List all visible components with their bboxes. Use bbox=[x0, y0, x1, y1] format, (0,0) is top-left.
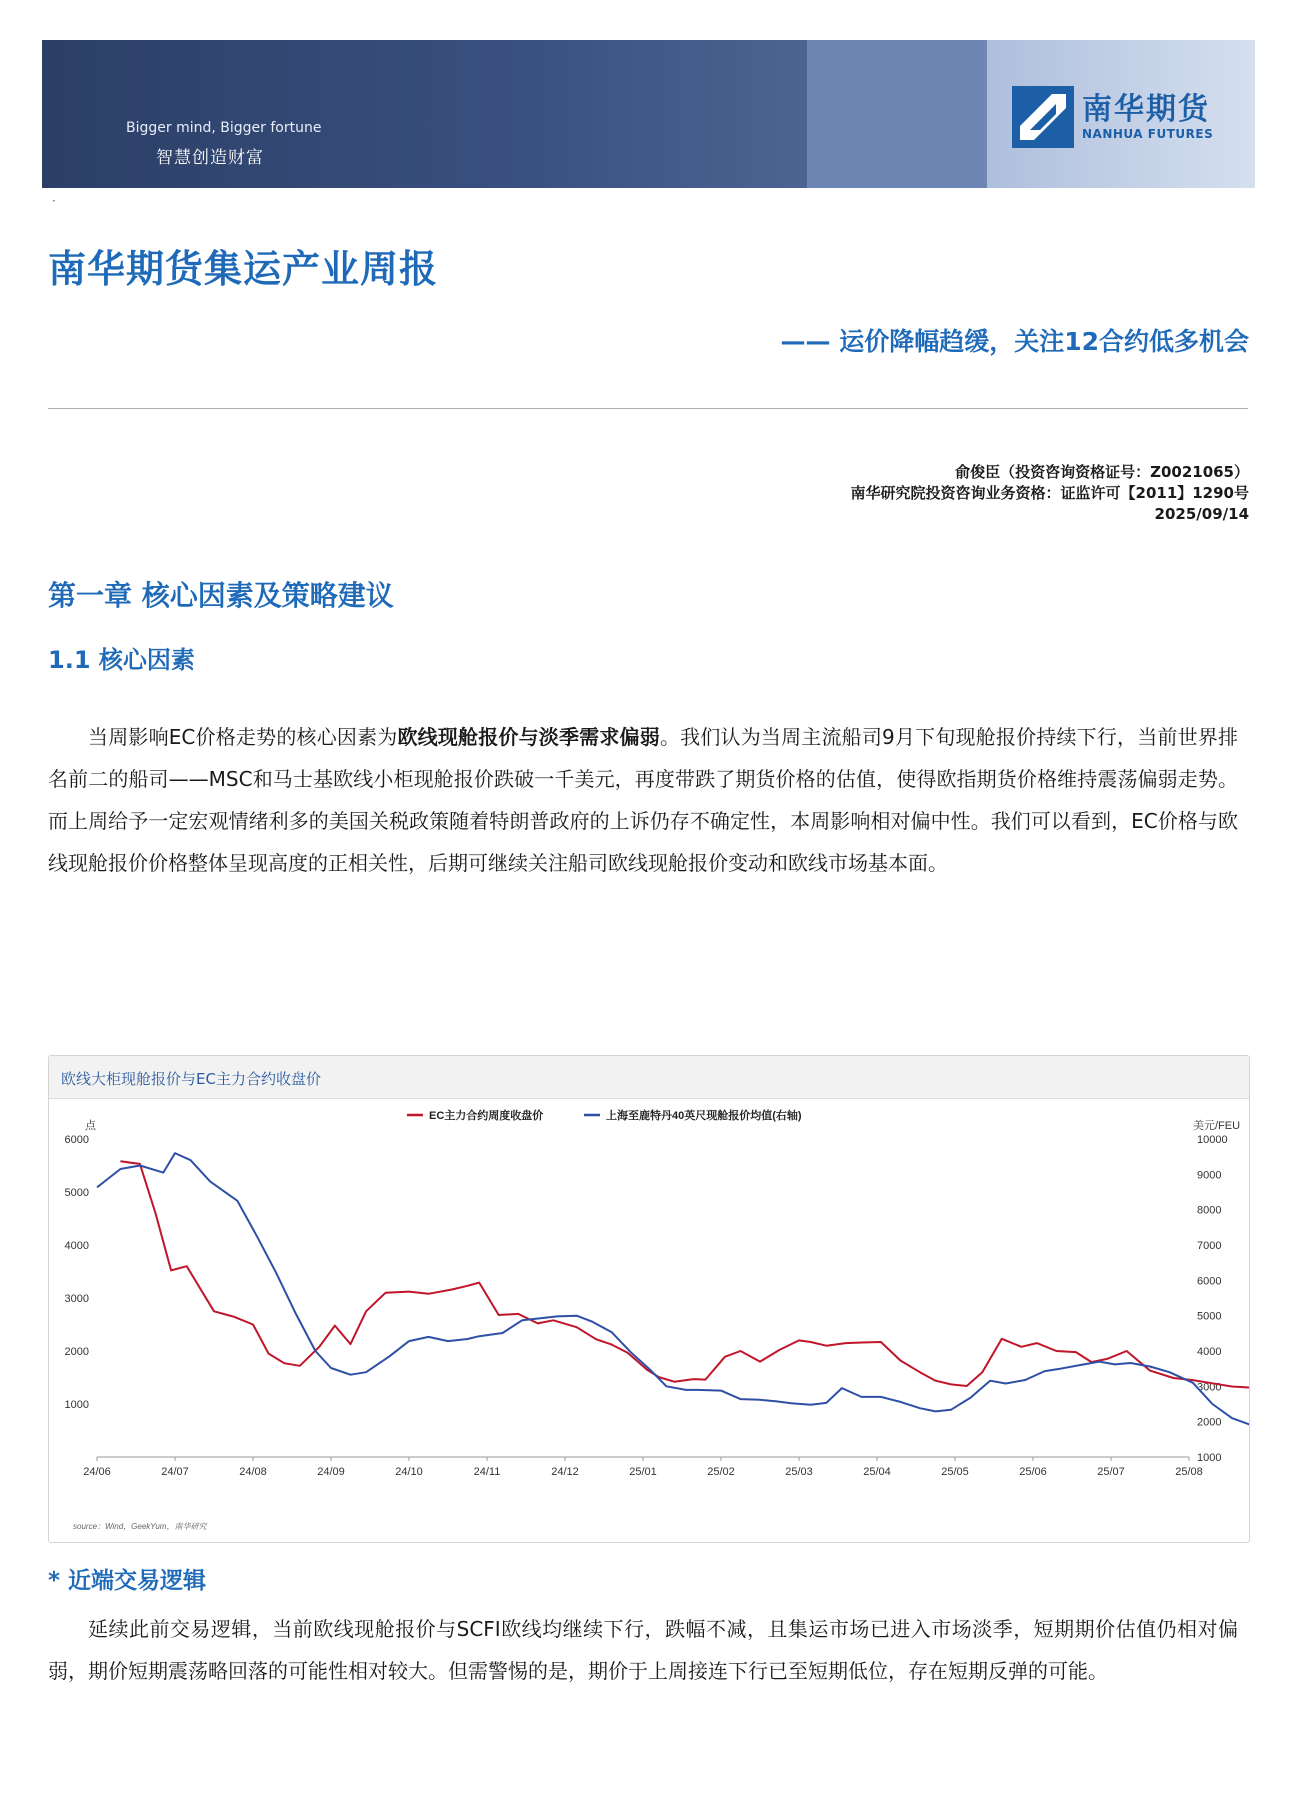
nanhua-logo-icon bbox=[1012, 86, 1074, 148]
para-text-b: 。我们认为当周主流船司9月下旬现舱报价持续下行，当前世界排名前二的船司——MSC和马士基欧线小柜现舱报价跌破一千美元，再度带跌了期货价格的估值，使得欧指期货价格维持震荡偏弱走势。而上周给予一定宏观情绪利多的美国关税政策随着特朗普政府的上诉仍存不确定性，本周影响相对偏中性。我们可以看到，EC价格与欧线现舱报价价格整体呈现高度的正相关性，后期可继续关注船司欧线现舱报价变动和欧线市场基本面。 bbox=[48, 725, 1239, 875]
x-tick-label: 24/08 bbox=[239, 1466, 267, 1478]
chart-container bbox=[48, 1055, 1250, 1543]
x-tick-label: 24/12 bbox=[551, 1466, 579, 1478]
y-right-tick-label: 10000 bbox=[1197, 1134, 1228, 1146]
y-left-tick-label: 5000 bbox=[64, 1187, 89, 1199]
series-line-1 bbox=[120, 1161, 1249, 1389]
x-tick-label: 25/02 bbox=[707, 1466, 735, 1478]
x-tick-label: 25/01 bbox=[629, 1466, 657, 1478]
author-block bbox=[851, 462, 1250, 525]
near-term-heading: * 近端交易逻辑 bbox=[48, 1568, 207, 1594]
x-tick-label: 24/11 bbox=[473, 1466, 501, 1478]
logo-english-name: NANHUA FUTURES bbox=[1082, 127, 1214, 141]
stray-dot: · bbox=[52, 194, 56, 208]
chapter-heading: 第一章 核心因素及策略建议 bbox=[48, 579, 394, 612]
slogan-chinese: 智慧创造财富 bbox=[156, 148, 264, 168]
core-factors-paragraph bbox=[48, 716, 1238, 884]
para-bold-text: 欧线现舱报价与淡季需求偏弱 bbox=[397, 725, 660, 749]
y-right-tick-label: 6000 bbox=[1197, 1275, 1222, 1288]
header-banner bbox=[42, 40, 1255, 188]
x-tick-label: 25/08 bbox=[1175, 1466, 1203, 1478]
y-right-tick-label: 1000 bbox=[1197, 1452, 1222, 1464]
x-tick-label: 25/04 bbox=[863, 1466, 891, 1478]
legend-label-1: EC主力合约周度收盘价 bbox=[429, 1110, 544, 1122]
x-tick-label: 25/06 bbox=[1019, 1466, 1047, 1478]
y-right-unit: 美元/FEU bbox=[1193, 1120, 1241, 1132]
chart-title: 欧线大柜现舱报价与EC主力合约收盘价 bbox=[61, 1070, 321, 1088]
y-left-tick-label: 1000 bbox=[64, 1399, 89, 1411]
y-left-tick-label: 2000 bbox=[64, 1346, 89, 1358]
company-logo bbox=[1012, 86, 1213, 148]
author-line: 俞俊臣（投资咨询资格证号：Z0021065） bbox=[955, 463, 1249, 481]
section-heading: 1.1 核心因素 bbox=[48, 646, 195, 674]
y-right-tick-label: 9000 bbox=[1197, 1169, 1222, 1182]
y-right-tick-label: 8000 bbox=[1197, 1204, 1222, 1217]
report-date: 2025/09/14 bbox=[1154, 505, 1249, 523]
logo-chinese-name: 南华期货 bbox=[1082, 92, 1210, 127]
y-left-tick-label: 4000 bbox=[64, 1240, 89, 1252]
y-left-unit: 点 bbox=[85, 1120, 96, 1132]
x-tick-label: 24/07 bbox=[161, 1466, 189, 1478]
report-subtitle: —— 运价降幅趋缓，关注12合约低多机会 bbox=[780, 327, 1249, 356]
x-tick-label: 25/05 bbox=[941, 1466, 969, 1478]
x-tick-label: 24/09 bbox=[317, 1466, 345, 1478]
chart-header bbox=[49, 1056, 1249, 1099]
license-line: 南华研究院投资咨询业务资格：证监许可【2011】1290号 bbox=[850, 484, 1249, 502]
x-tick-label: 24/06 bbox=[83, 1466, 111, 1478]
para-text-a: 当周影响EC价格走势的核心因素为 bbox=[88, 725, 398, 749]
y-left-tick-label: 6000 bbox=[64, 1134, 89, 1146]
y-right-tick-label: 7000 bbox=[1197, 1240, 1222, 1252]
y-left-tick-label: 3000 bbox=[64, 1293, 89, 1305]
x-tick-label: 25/07 bbox=[1097, 1466, 1125, 1478]
banner-panel bbox=[807, 40, 987, 188]
x-tick-label: 25/03 bbox=[785, 1466, 813, 1478]
series-line-2 bbox=[97, 1153, 1249, 1428]
divider bbox=[48, 408, 1248, 409]
slogan-english: Bigger mind, Bigger fortune bbox=[126, 120, 322, 136]
x-tick-label: 24/10 bbox=[395, 1466, 423, 1478]
line-chart bbox=[49, 1099, 1249, 1541]
y-right-tick-label: 2000 bbox=[1197, 1416, 1222, 1429]
y-right-tick-label: 5000 bbox=[1197, 1310, 1222, 1323]
y-right-tick-label: 3000 bbox=[1197, 1381, 1222, 1394]
y-right-tick-label: 4000 bbox=[1197, 1346, 1222, 1358]
report-title: 南华期货集运产业周报 bbox=[48, 247, 439, 291]
legend-label-2: 上海至鹿特丹40英尺现舱报价均值(右轴) bbox=[606, 1110, 802, 1122]
chart-source: source：Wind，GeekYum，南华研究 bbox=[73, 1522, 207, 1531]
near-term-paragraph: 延续此前交易逻辑，当前欧线现舱报价与SCFI欧线均继续下行，跌幅不减，且集运市场已进入市场淡季，短期期价估值仍相对偏弱，期价短期震荡略回落的可能性相对较大。但需警惕的是，期价于上周接连下行已至短期低位，存在短期反弹的可能。 bbox=[48, 1617, 1238, 1683]
